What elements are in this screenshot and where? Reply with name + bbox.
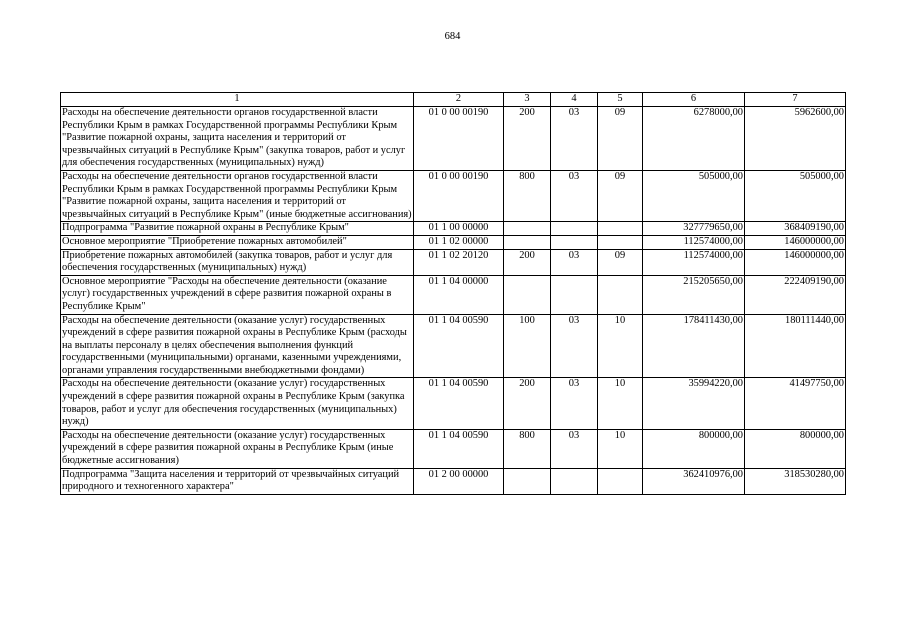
row-amount-year2: 180111440,00 <box>745 314 846 378</box>
table-row <box>61 222 846 236</box>
row-amount-year1: 362410976,00 <box>643 468 745 494</box>
table-row <box>61 378 846 429</box>
row-amount-year1: 215205650,00 <box>643 275 745 314</box>
row-expense-type: 200 <box>504 249 551 275</box>
row-amount-year2: 505000,00 <box>745 170 846 221</box>
row-amount-year1: 6278000,00 <box>643 107 745 171</box>
row-amount-year2: 5962600,00 <box>745 107 846 171</box>
row-target-code: 01 0 00 00190 <box>414 170 504 221</box>
row-section: 03 <box>551 429 598 468</box>
row-target-code: 01 1 04 00000 <box>414 275 504 314</box>
row-amount-year1: 505000,00 <box>643 170 745 221</box>
row-amount-year1: 800000,00 <box>643 429 745 468</box>
column-header: 1 <box>61 93 414 107</box>
table-row <box>61 275 846 314</box>
row-subsection: 10 <box>598 314 643 378</box>
row-name: Расходы на обеспечение деятельности органов государственной власти Республики Крым в рамках Государственной программы Республики Крым "Развитие пожарной охраны, защита населения и территорий от чрезвычайных ситуаций в Республике Крым" (закупка товаров, работ и услуг для обеспечения государственных (муниципальных) нужд) <box>61 107 414 171</box>
row-amount-year1: 178411430,00 <box>643 314 745 378</box>
row-section: 03 <box>551 107 598 171</box>
row-amount-year1: 112574000,00 <box>643 249 745 275</box>
table-row <box>61 170 846 221</box>
row-amount-year2: 800000,00 <box>745 429 846 468</box>
row-subsection: 09 <box>598 249 643 275</box>
row-subsection <box>598 222 643 236</box>
row-expense-type <box>504 235 551 249</box>
row-section: 03 <box>551 314 598 378</box>
row-amount-year1: 35994220,00 <box>643 378 745 429</box>
row-expense-type <box>504 275 551 314</box>
row-name: Подпрограмма "Защита населения и территорий от чрезвычайных ситуаций природного и техногенного характера" <box>61 468 414 494</box>
row-target-code: 01 1 04 00590 <box>414 378 504 429</box>
row-name: Расходы на обеспечение деятельности (оказание услуг) государственных учреждений в сфере развития пожарной охраны в Республике Крым (иные бюджетные ассигнования) <box>61 429 414 468</box>
column-header: 6 <box>643 93 745 107</box>
column-header: 7 <box>745 93 846 107</box>
row-target-code: 01 0 00 00190 <box>414 107 504 171</box>
row-expense-type: 800 <box>504 429 551 468</box>
row-subsection: 10 <box>598 378 643 429</box>
row-target-code: 01 1 04 00590 <box>414 429 504 468</box>
row-name: Основное мероприятие "Приобретение пожарных автомобилей" <box>61 235 414 249</box>
row-target-code: 01 1 00 00000 <box>414 222 504 236</box>
row-amount-year2: 368409190,00 <box>745 222 846 236</box>
row-section <box>551 222 598 236</box>
header-row <box>61 93 846 107</box>
row-name: Расходы на обеспечение деятельности (оказание услуг) государственных учреждений в сфере развития пожарной охраны в Республике Крым (расходы на выплаты персоналу в целях обеспечения выполнения функций государственными (муниципальными) органами, казенными учреждениями, органами управления государственными внебюджетными фондами) <box>61 314 414 378</box>
row-subsection <box>598 235 643 249</box>
row-name: Основное мероприятие "Расходы на обеспечение деятельности (оказание услуг) государственных учреждений в сфере развития пожарной охраны в Республике Крым" <box>61 275 414 314</box>
row-expense-type <box>504 222 551 236</box>
row-section <box>551 275 598 314</box>
row-amount-year2: 222409190,00 <box>745 275 846 314</box>
row-name: Подпрограмма "Развитие пожарной охраны в Республике Крым" <box>61 222 414 236</box>
row-section: 03 <box>551 378 598 429</box>
row-expense-type: 200 <box>504 378 551 429</box>
page-number: 684 <box>444 31 461 42</box>
row-target-code: 01 1 02 20120 <box>414 249 504 275</box>
row-name: Приобретение пожарных автомобилей (закупка товаров, работ и услуг для обеспечения государственных (муниципальных) нужд) <box>61 249 414 275</box>
column-header: 5 <box>598 93 643 107</box>
row-section <box>551 235 598 249</box>
row-expense-type: 800 <box>504 170 551 221</box>
row-expense-type <box>504 468 551 494</box>
table-row <box>61 249 846 275</box>
row-amount-year2: 318530280,00 <box>745 468 846 494</box>
column-header: 4 <box>551 93 598 107</box>
column-header: 2 <box>414 93 504 107</box>
table-row <box>61 107 846 171</box>
row-section: 03 <box>551 249 598 275</box>
row-subsection: 09 <box>598 107 643 171</box>
row-target-code: 01 2 00 00000 <box>414 468 504 494</box>
table-row <box>61 314 846 378</box>
row-subsection: 09 <box>598 170 643 221</box>
column-header: 3 <box>504 93 551 107</box>
table-row <box>61 468 846 494</box>
row-subsection: 10 <box>598 429 643 468</box>
row-subsection <box>598 275 643 314</box>
row-amount-year1: 327779650,00 <box>643 222 745 236</box>
row-section: 03 <box>551 170 598 221</box>
table-row <box>61 429 846 468</box>
table-row <box>61 235 846 249</box>
row-expense-type: 200 <box>504 107 551 171</box>
row-expense-type: 100 <box>504 314 551 378</box>
row-name: Расходы на обеспечение деятельности органов государственной власти Республики Крым в рамках Государственной программы Республики Крым "Развитие пожарной охраны, защита населения и территорий от чрезвычайных ситуаций в Республике Крым" (иные бюджетные ассигнования) <box>61 170 414 221</box>
row-name: Расходы на обеспечение деятельности (оказание услуг) государственных учреждений в сфере развития пожарной охраны в Республике Крым (закупка товаров, работ и услуг для обеспечения государственных (муниципальных) нужд) <box>61 378 414 429</box>
row-amount-year2: 146000000,00 <box>745 249 846 275</box>
row-amount-year2: 41497750,00 <box>745 378 846 429</box>
row-subsection <box>598 468 643 494</box>
budget-table <box>60 92 846 495</box>
row-amount-year1: 112574000,00 <box>643 235 745 249</box>
row-amount-year2: 146000000,00 <box>745 235 846 249</box>
row-section <box>551 468 598 494</box>
row-target-code: 01 1 04 00590 <box>414 314 504 378</box>
row-target-code: 01 1 02 00000 <box>414 235 504 249</box>
